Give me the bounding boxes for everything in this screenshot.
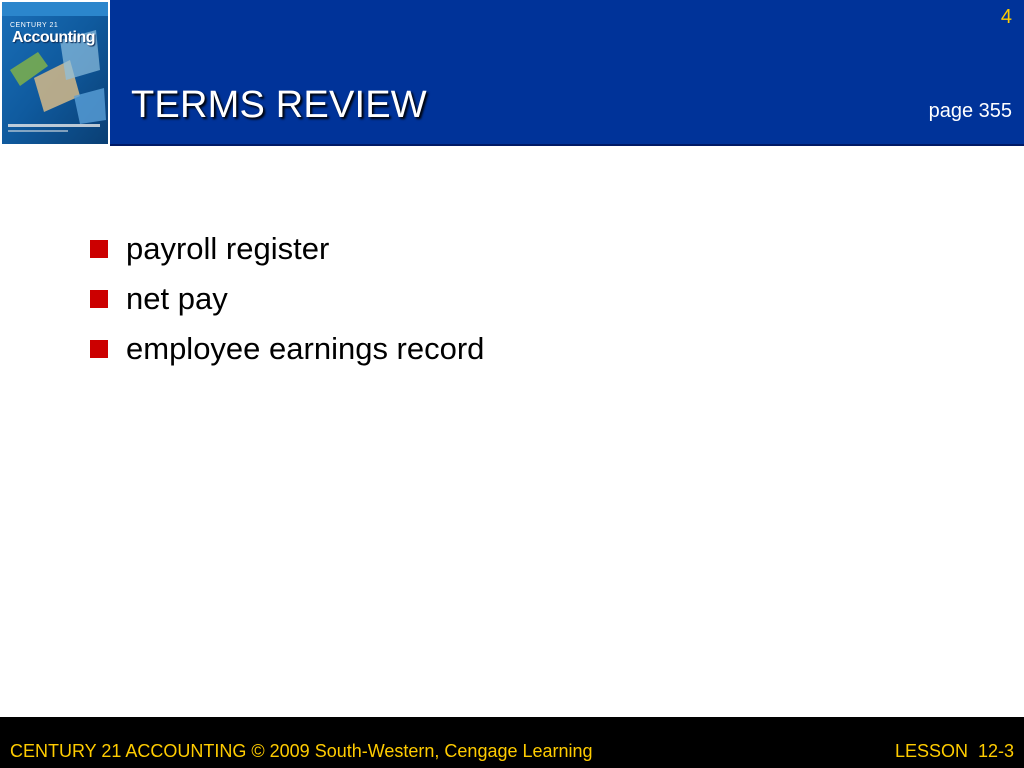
square-bullet-icon: [90, 340, 108, 358]
slide-number: 4: [1000, 6, 1012, 28]
term-item: [90, 276, 484, 326]
slide-footer: [0, 717, 1024, 768]
book-cover-image: [0, 0, 110, 146]
terms-list: [90, 226, 484, 376]
footer-copyright: CENTURY 21 ACCOUNTING © 2009 South-Western, Cengage Learning: [10, 741, 593, 761]
square-bullet-icon: [90, 240, 108, 258]
slide-title: TERMS REVIEW: [131, 84, 427, 126]
page-reference: page 355: [928, 100, 1012, 122]
cover-brand-text: CENTURY 21: [10, 22, 59, 29]
term-item: [90, 226, 484, 276]
slide-header: [0, 0, 1024, 146]
term-label: net pay: [126, 281, 228, 316]
footer-lesson-label: LESSON 12-3: [894, 741, 1014, 761]
term-label: payroll register: [126, 231, 330, 266]
term-label: employee earnings record: [126, 331, 485, 366]
square-bullet-icon: [90, 290, 108, 308]
term-item: [90, 326, 484, 376]
cover-title-text: Accounting: [12, 29, 95, 46]
